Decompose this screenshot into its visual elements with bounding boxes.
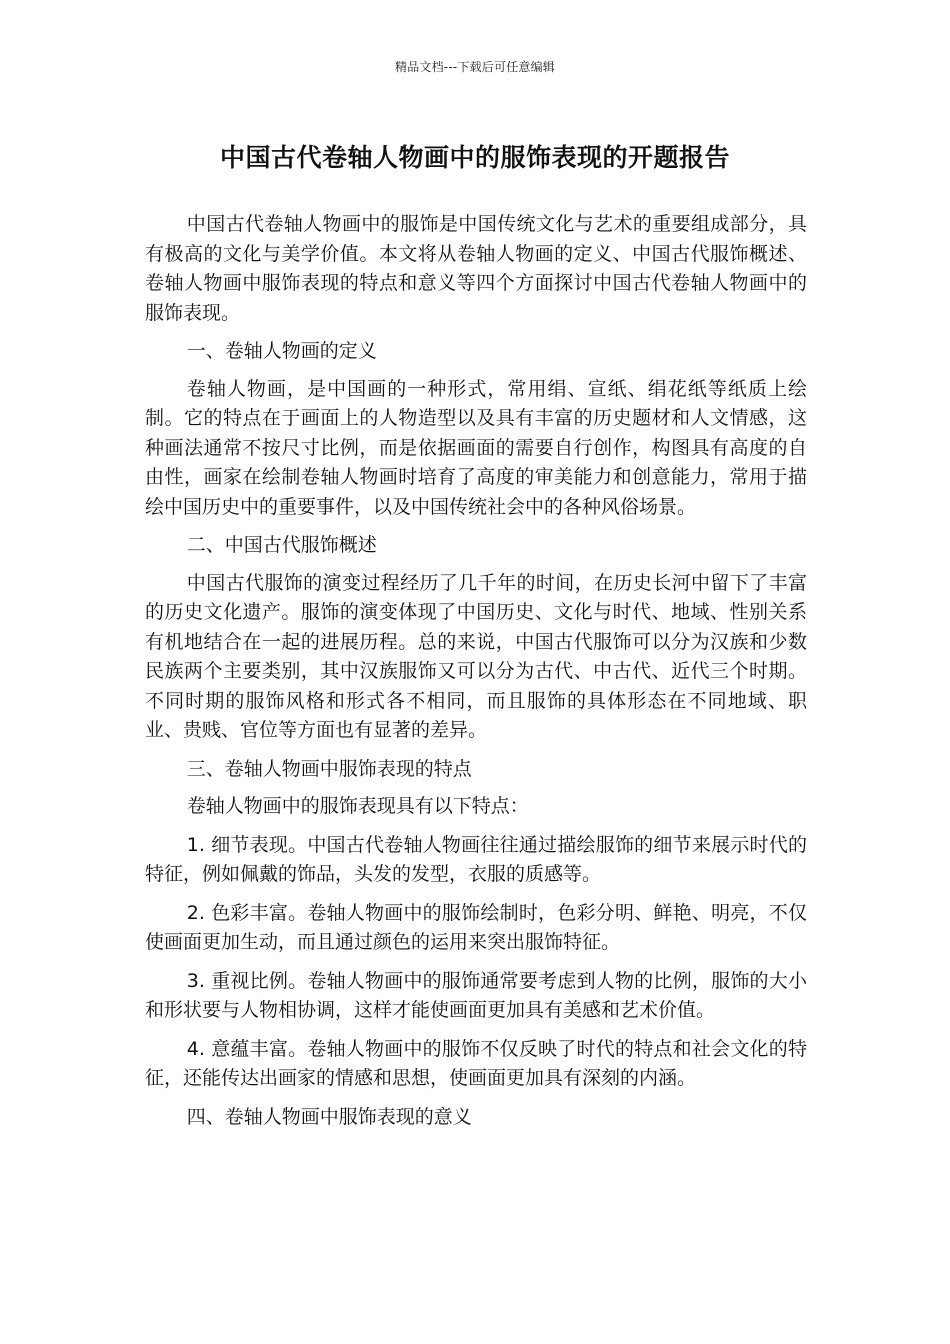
- document-title: 中国古代卷轴人物画中的服饰表现的开题报告: [219, 143, 730, 172]
- section-heading-4: 四、卷轴人物画中服饰表现的意义: [186, 1105, 472, 1128]
- section-1-paragraph: 卷轴人物画，是中国画的一种形式，常用绢、宣纸、绢花纸等纸质上绘制。它的特点在于画面上的人物造型以及具有丰富的历史题材和人文情感，这种画法通常不按尺寸比例，而是依据画面的需要自行创作，构图具有高度的自由性，画家在绘制卷轴人物画时培育了高度的审美能力和创意能力，常用于描绘中国历史中的重要事件，以及中国传统社会中的各种风俗场景。: [145, 377, 807, 518]
- document-body: [145, 210, 807, 1140]
- section-3-intro: 卷轴人物画中的服饰表现具有以下特点：: [186, 795, 529, 817]
- section-2-paragraph: 中国古代服饰的演变过程经历了几千年的时间，在历史长河中留下了丰富的历史文化遗产。服饰的演变体现了中国历史、文化与时代、地域、性别关系有机地结合在一起的进展历程。总的来说，中国古代服饰可以分为汉族和少数民族两个主要类别，其中汉族服饰又可以分为古代、中古代、近代三个时期。不同时期的服饰风格和形式各不相同，而且服饰的具体形态在不同地域、职业、贵贱、官位等方面也有显著的差异。: [145, 571, 807, 741]
- list-item-3: 3. 重视比例。卷轴人物画中的服饰通常要考虑到人物的比例，服饰的大小和形状要与人物相协调，这样才能使画面更加具有美感和艺术价值。: [145, 969, 807, 1021]
- list-item-4: 4. 意蕴丰富。卷轴人物画中的服饰不仅反映了时代的特点和社会文化的特征，还能传达出画家的情感和思想，使画面更加具有深刻的内涵。: [145, 1037, 807, 1089]
- intro-paragraph: 中国古代卷轴人物画中的服饰是中国传统文化与艺术的重要组成部分，具有极高的文化与美学价值。本文将从卷轴人物画的定义、中国古代服饰概述、卷轴人物画中服饰表现的特点和意义等四个方面探讨中国古代卷轴人物画中的服饰表现。: [145, 213, 807, 324]
- section-heading-3: 三、卷轴人物画中服饰表现的特点: [186, 757, 472, 780]
- header-note: 精品文档---下载后可任意编辑: [395, 60, 555, 74]
- section-heading-1: 一、卷轴人物画的定义: [186, 340, 377, 362]
- list-item-1: 1. 细节表现。中国古代卷轴人物画往往通过描绘服饰的细节来展示时代的特征，例如佩戴的饰品，头发的发型，衣服的质感等。: [145, 833, 807, 885]
- list-item-2: 2. 色彩丰富。卷轴人物画中的服饰绘制时，色彩分明、鲜艳、明亮，不仅使画面更加生动，而且通过颜色的运用来突出服饰特征。: [145, 901, 807, 953]
- section-heading-2: 二、中国古代服饰概述: [186, 534, 377, 556]
